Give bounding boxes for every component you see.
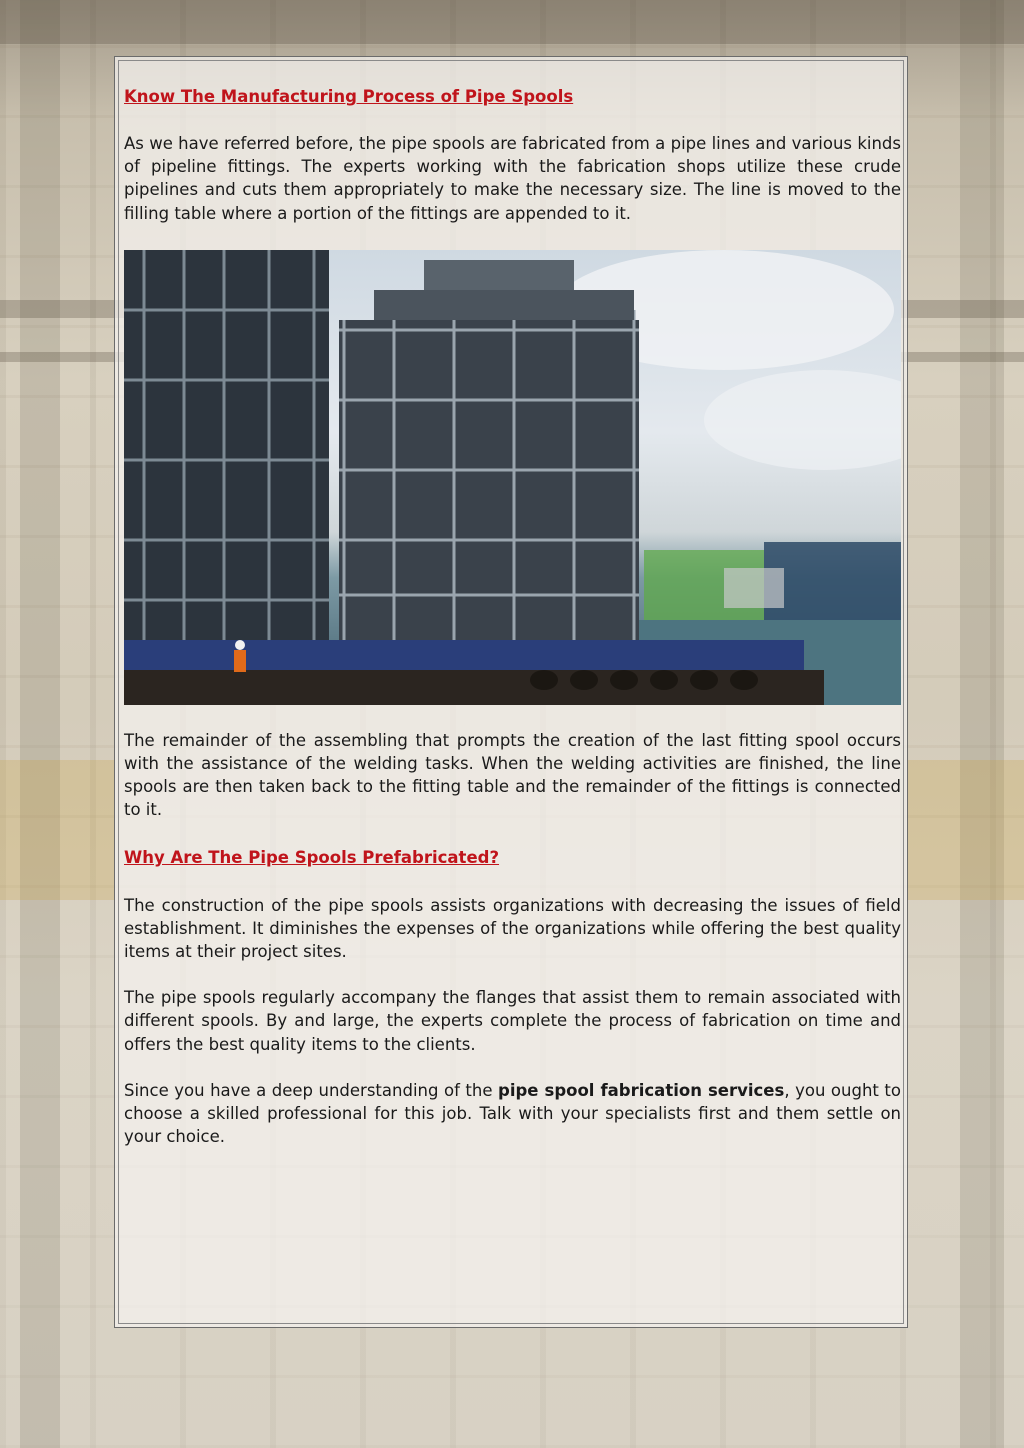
background-stripe xyxy=(908,760,1024,900)
paragraph-construction: The construction of the pipe spools assists organizations with decreasing the issues of field establishment. It diminishes the expenses of the organizations while offering the best quality items at their project sites. xyxy=(124,895,901,962)
background-beam-top xyxy=(0,0,1024,44)
paragraph-intro: As we have referred before, the pipe spools are fabricated from a pipe lines and various kinds of pipeline fittings. The experts working with the fabrication shops utilize these crude pipelines and cuts them appropriately to make the necessary size. The line is moved to the filling table where a portion of the fittings are appended to it. xyxy=(124,134,901,223)
conclusion-keyword: pipe spool fabrication services xyxy=(498,1080,785,1100)
paragraph-flanges: The pipe spools regularly accompany the flanges that assist them to remain associated with different spools. By and large, the experts complete the process of fabrication on time and offers the best quality items to the clients. xyxy=(124,988,901,1054)
paragraph-conclusion xyxy=(124,1079,901,1149)
article-content xyxy=(124,84,901,1148)
background-stripe xyxy=(0,760,114,900)
background-column xyxy=(20,0,60,1448)
plant-illustration xyxy=(124,250,901,705)
conclusion-text-end: , you ought to choose a skilled professional for this job. Talk with your specialists first and them settle on your choice. xyxy=(124,1080,901,1147)
heading-manufacturing-process: Know The Manufacturing Process of Pipe Spools xyxy=(124,87,574,106)
paragraph-assembly: The remainder of the assembling that prompts the creation of the last fitting spool occurs with the assistance of the welding tasks. When the welding activities are finished, the line spools are then taken back to the fitting table and the remainder of the fittings is connected to it. xyxy=(124,730,901,820)
heading-why-prefabricated: Why Are The Pipe Spools Prefabricated? xyxy=(124,847,500,867)
conclusion-text-start: Since you have a deep understanding of the xyxy=(124,1080,499,1100)
background-column xyxy=(960,0,1004,1448)
pipe-spool-plant-photo xyxy=(124,250,901,705)
